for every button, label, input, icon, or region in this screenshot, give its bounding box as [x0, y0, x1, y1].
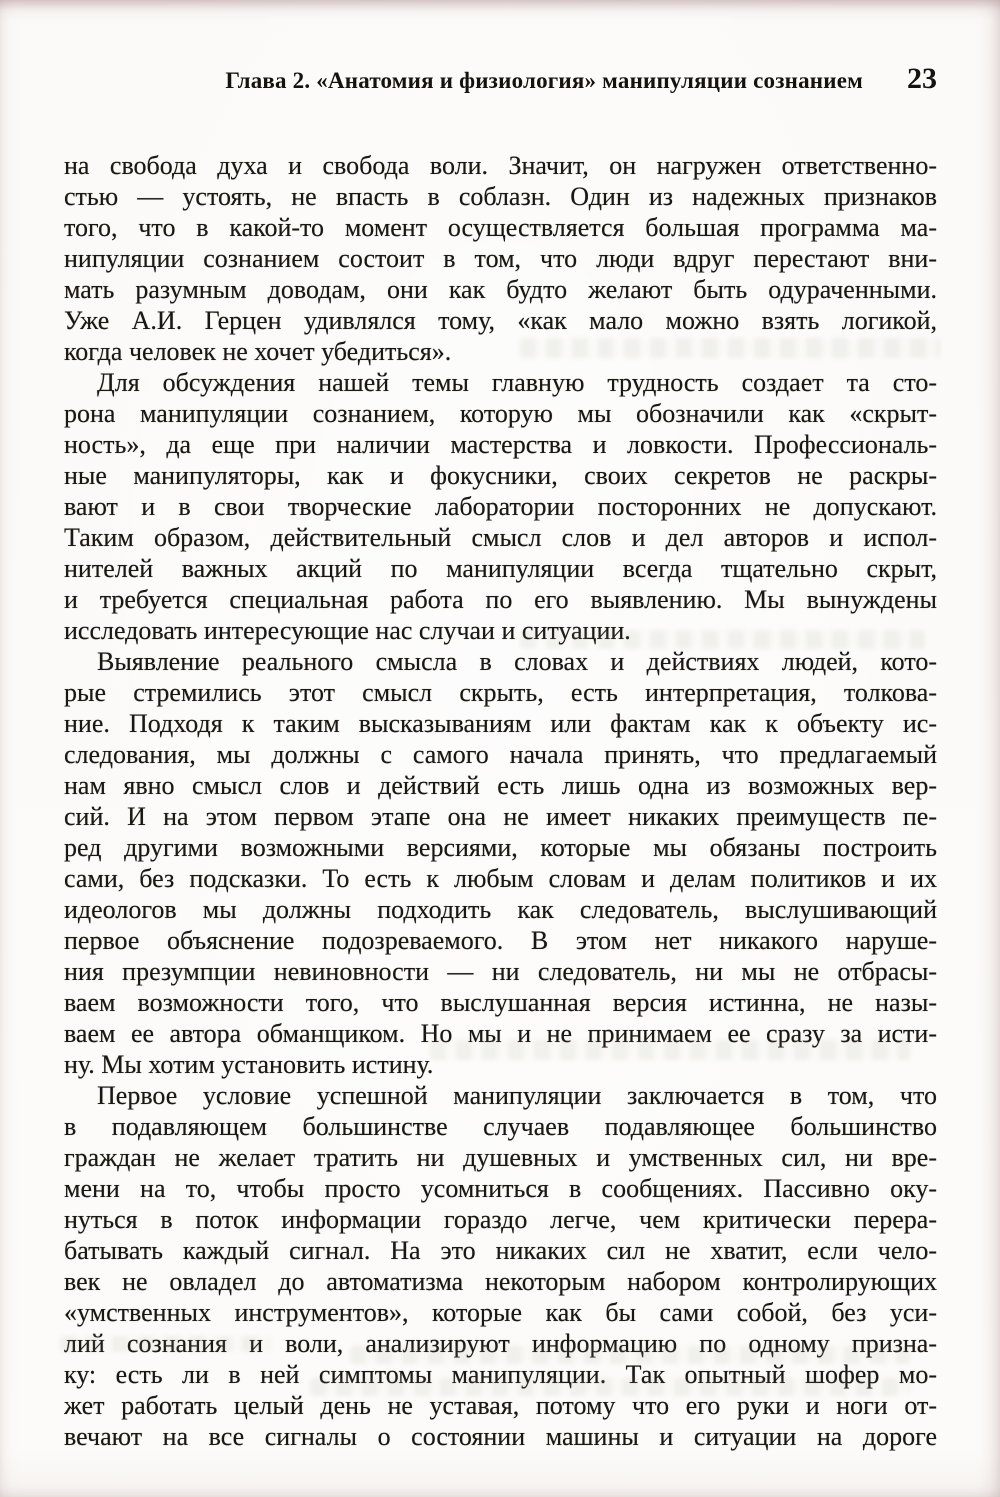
text-line: ния презумпции невиновности — ни следователь, ни мы не отбрасы- — [64, 957, 937, 986]
text-line: мать разумным доводам, они как будто желают быть одураченными. — [64, 275, 937, 304]
text-line: исследовать интересующие нас случаи и ситуации. — [64, 616, 631, 645]
text-line: в подавляющем большинстве случаев подавляющее большинство — [64, 1112, 937, 1141]
text-line: рона манипуляции сознанием, которую мы обозначили как «скрыт- — [64, 399, 937, 428]
text-line: лий сознания и воли, анализируют информацию по одному призна- — [64, 1329, 937, 1358]
text-line: нителей важных акций по манипуляции всегда тщательно скрыт, — [64, 554, 937, 583]
body-text — [64, 150, 937, 1452]
text-line: сий. И на этом первом этапе она не имеет никаких преимуществ пе- — [64, 802, 937, 831]
text-line: ну. Мы хотим установить истину. — [64, 1050, 434, 1079]
text-line: ваем ее автора обманщиком. Но мы и не принимаем ее сразу за исти- — [64, 1019, 937, 1048]
text-line: и требуется специальная работа по его выявлению. Мы вынуждены — [64, 585, 937, 614]
text-line: стью — устоять, не впасть в соблазн. Один из надежных признаков — [64, 182, 937, 211]
text-line: Выявление реального смысла в словах и действиях людей, кото- — [97, 647, 937, 676]
text-line: ред другими возможными версиями, которые мы обязаны построить — [64, 833, 937, 862]
text-line: ность», да еще при наличии мастерства и ловкости. Профессиональ- — [64, 430, 937, 459]
text-line: «умственных инструментов», которые как бы сами собой, без уси- — [64, 1298, 937, 1327]
text-line: Первое условие успешной манипуляции заключается в том, что — [97, 1081, 937, 1110]
text-line: следования, мы должны с самого начала принять, что предлагаемый — [64, 740, 937, 769]
text-line: Таким образом, действительный смысл слов и дел авторов и испол- — [64, 523, 937, 552]
text-line: вают и в свои творческие лаборатории посторонних не допускают. — [64, 492, 937, 521]
text-line: батывать каждый сигнал. На это никаких сил не хватит, если чело- — [64, 1236, 937, 1265]
text-line: мени на то, чтобы просто усомниться в сообщениях. Пассивно оку- — [64, 1174, 937, 1203]
text-line: того, что в какой-то момент осуществляется большая программа ма- — [64, 213, 937, 242]
text-line: Для обсуждения нашей темы главную трудность создает та сто- — [97, 368, 937, 397]
text-line: на свобода духа и свобода воли. Значит, он нагружен ответственно- — [64, 151, 937, 180]
text-line: идеологов мы должны подходить как следователь, выслушивающий — [64, 895, 937, 924]
text-line: ку: есть ли в ней симптомы манипуляции. Так опытный шофер мо- — [64, 1360, 937, 1389]
text-line: первое объяснение подозреваемого. В этом нет никакого наруше- — [64, 926, 937, 955]
text-line: нуться в поток информации гораздо легче, чем критически перера- — [64, 1205, 937, 1234]
running-head — [64, 62, 937, 96]
text-line: Уже А.И. Герцен удивлялся тому, «как мало можно взять логикой, — [64, 306, 937, 335]
text-line: ваем возможности того, что выслушанная версия истинна, не назы- — [64, 988, 937, 1017]
text-line: нипуляции сознанием состоит в том, что люди вдруг перестают вни- — [64, 244, 937, 273]
text-line: ные манипуляторы, как и фокусники, своих секретов не раскры- — [64, 461, 937, 490]
chapter-running-title: Глава 2. «Анатомия и физиология» манипуляции сознанием — [225, 68, 863, 93]
text-line: нам явно смысл слов и действий есть лишь одна из возможных вер- — [64, 771, 937, 800]
page-number: 23 — [907, 62, 937, 95]
text-line: ние. Подходя к таким высказываниям или фактам как к объекту ис- — [64, 709, 937, 738]
text-line: рые стремились этот смысл скрыть, есть интерпретация, толкова- — [64, 678, 937, 707]
text-line: жет работать целый день не уставая, потому что его руки и ноги от- — [64, 1391, 937, 1420]
text-line: когда человек не хочет убедиться». — [64, 337, 452, 366]
text-line: вечают на все сигналы о состоянии машины и ситуации на дороге — [64, 1422, 937, 1451]
text-line: граждан не желает тратить ни душевных и умственных сил, ни вре- — [64, 1143, 937, 1172]
text-line: век не овладел до автоматизма некоторым набором контролирующих — [64, 1267, 937, 1296]
text-line: сами, без подсказки. То есть к любым словам и делам политиков и их — [64, 864, 937, 893]
